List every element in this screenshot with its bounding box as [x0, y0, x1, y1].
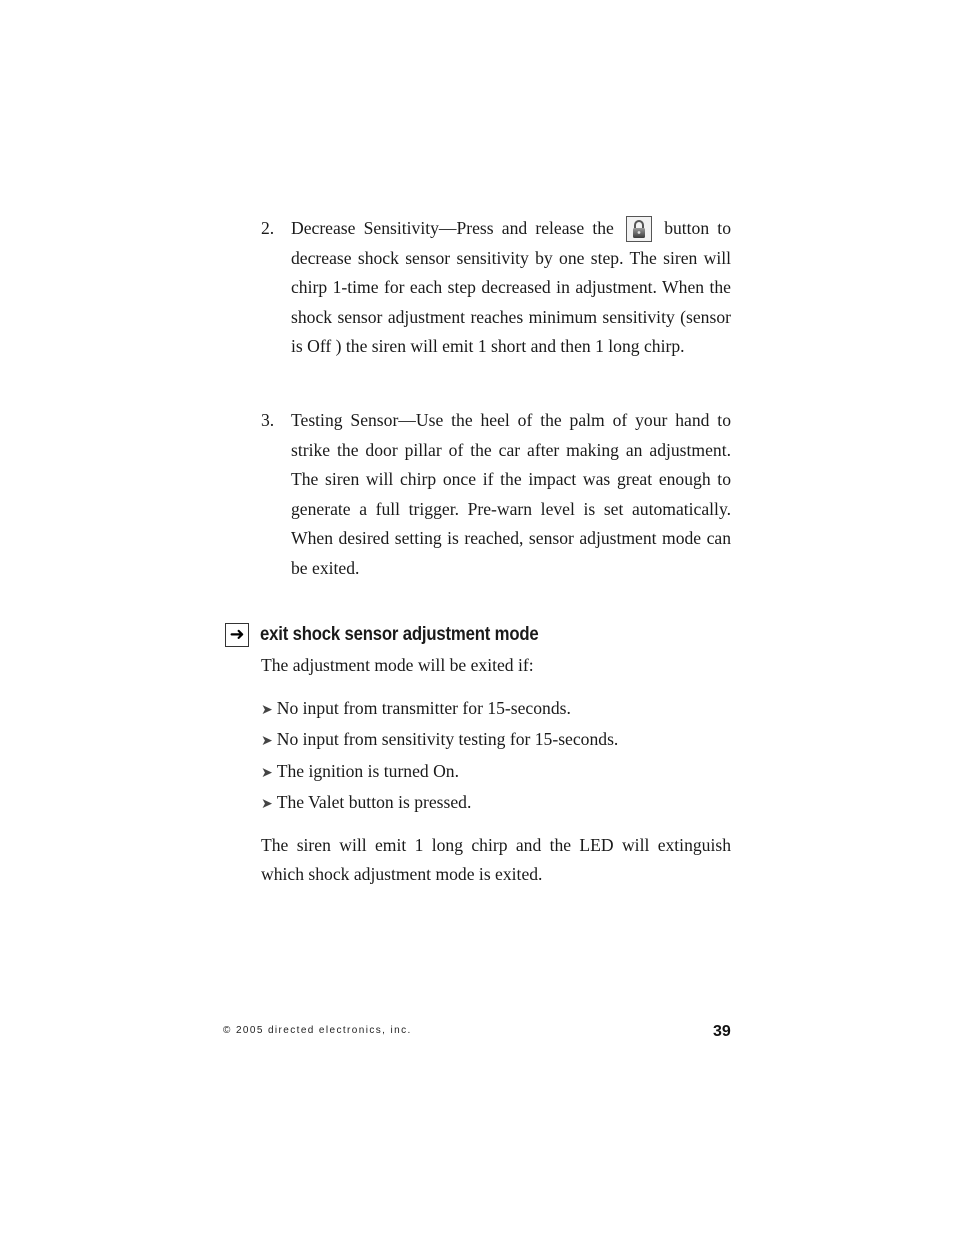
list-item: ➤ The ignition is turned On. [261, 760, 460, 781]
triangle-bullet-icon: ➤ [261, 703, 273, 718]
item-number: 2. [261, 218, 275, 238]
list-item-testing-sensor [261, 406, 731, 584]
footer-copyright: © 2005 directed electronics, inc. [223, 1025, 412, 1036]
lock-icon [626, 216, 652, 242]
page-number: 39 [713, 1023, 731, 1040]
triangle-bullet-icon: ➤ [261, 765, 273, 781]
arrow-right-icon: ➜ [225, 623, 249, 647]
section-title: exit shock sensor adjustment mode [260, 624, 539, 645]
list-item: ➤ The Valet button is pressed. [261, 792, 472, 813]
list-item-decrease-sensitivity [261, 214, 731, 362]
item-text-after-icon: button to decrease shock sensor sensitivity by one step. The siren will chirp 1-time for each step decreased in adjustment. When the shock sensor adjustment reaches minimum sensitivity (sensor is Off ) the siren will emit 1 short and then 1 long chirp. [291, 218, 731, 357]
triangle-bullet-icon: ➤ [261, 797, 273, 813]
list-item: ➤ No input from sensitivity testing for 15-seconds. [261, 729, 619, 750]
item-body [291, 214, 731, 362]
section-intro: The adjustment mode will be exited if: [261, 655, 534, 675]
section-heading [225, 620, 577, 650]
exit-conditions-list [261, 694, 618, 820]
closing-paragraph: The siren will emit 1 long chirp and the LED will extinguish which shock adjustment mode is exited. [261, 835, 731, 885]
item-number: 3. [261, 410, 275, 430]
list-item: ➤ No input from transmitter for 15-seconds. [261, 698, 571, 718]
item-body: Testing Sensor—Use the heel of the palm of your hand to strike the door pillar of the car after making an adjustment. The siren will chirp once if the impact was great enough to generate a full trigger. Pre-warn level is set automatically. When desired setting is reached, sensor adjustment mode can be exited. [291, 410, 731, 578]
item-text-before-icon: Decrease Sensitivity—Press and release the [291, 218, 614, 238]
triangle-bullet-icon: ➤ [261, 734, 273, 750]
